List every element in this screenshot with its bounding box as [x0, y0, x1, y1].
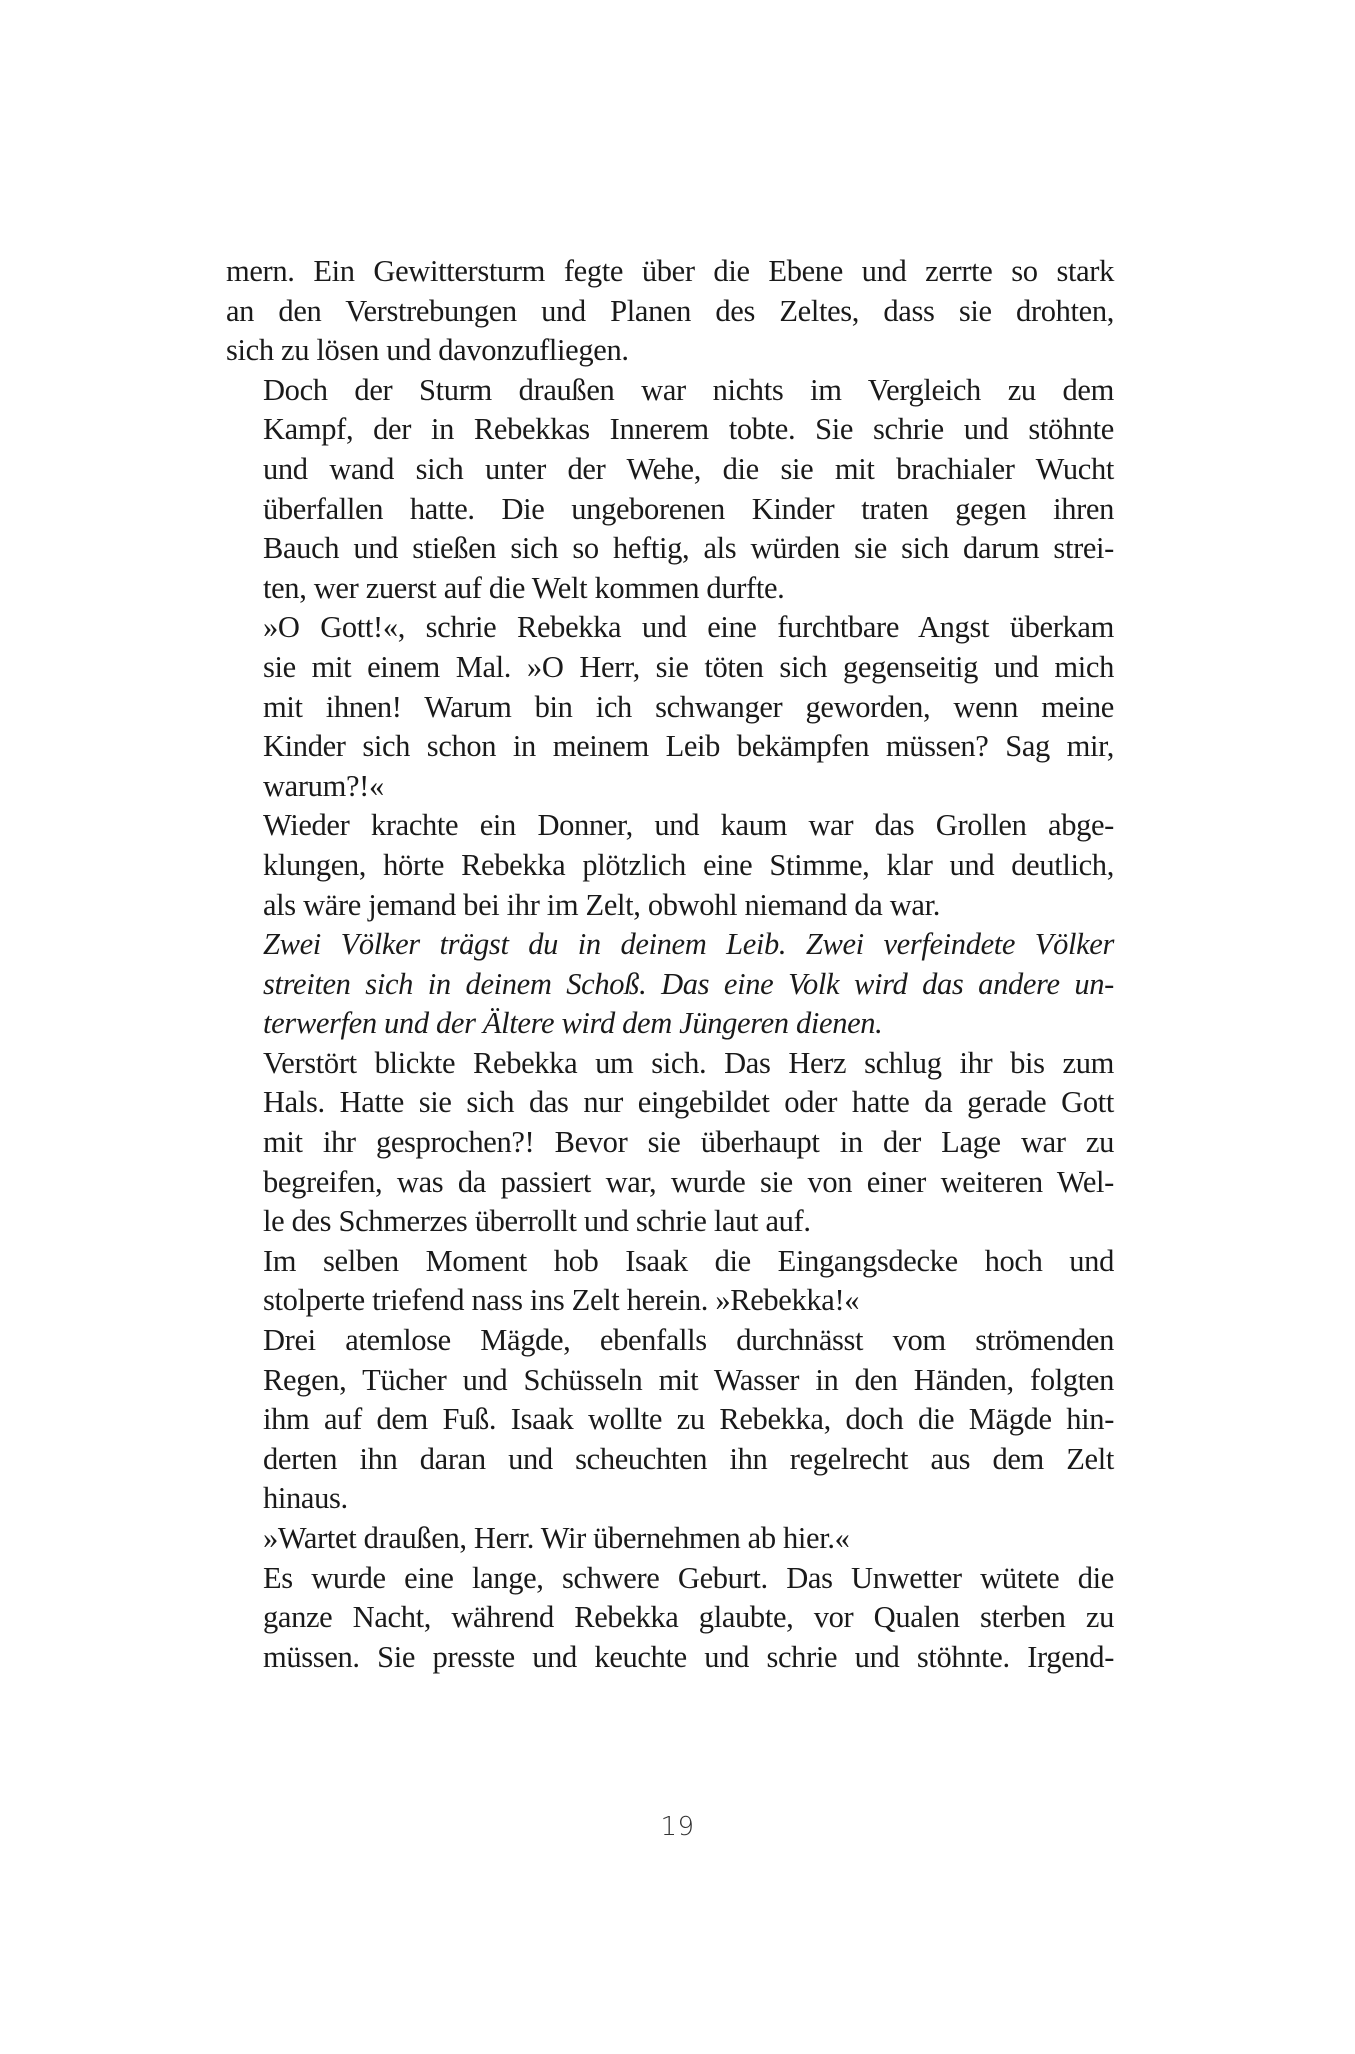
paragraph-10 — [226, 1559, 1114, 1678]
text-line: Drei atemlose Mägde, ebenfalls durchnässt vom strömenden — [263, 1323, 1114, 1358]
text-line: Verstört blickte Rebekka um sich. Das Herz schlug ihr bis zum — [263, 1045, 1114, 1080]
paragraph-9 — [226, 1519, 1114, 1559]
text-line: müssen. Sie presste und keuchte und schrie und stöhnte. Irgend- — [263, 1639, 1114, 1674]
text-line: Kampf, der in Rebekkas Innerem tobte. Sie schrie und stöhnte — [263, 412, 1114, 447]
text-line: Zwei Völker trägst du in deinem Leib. Zwei verfeindete Völker — [263, 927, 1114, 962]
paragraph-4 — [226, 806, 1114, 925]
paragraph-3 — [226, 608, 1114, 806]
text-line: ten, wer zuerst auf die Welt kommen durfte. — [263, 570, 785, 605]
paragraph-8 — [226, 1321, 1114, 1519]
text-line: Wieder krachte ein Donner, und kaum war das Grollen abge- — [263, 808, 1114, 843]
text-line: »Wartet draußen, Herr. Wir übernehmen ab hier.« — [263, 1521, 850, 1555]
text-line: stolperte triefend nass ins Zelt herein. »Rebekka!« — [263, 1283, 860, 1318]
page-number: 19 — [660, 1812, 695, 1842]
text-line: »O Gott!«, schrie Rebekka und eine furchtbare Angst überkam — [263, 610, 1114, 645]
text-line: Regen, Tücher und Schüsseln mit Wasser in den Händen, folgten — [263, 1362, 1114, 1397]
text-line: Kinder sich schon in meinem Leib bekämpfen müssen? Sag mir, — [263, 729, 1114, 764]
text-line: derten ihn daran und scheuchten ihn regelrecht aus dem Zelt — [263, 1441, 1114, 1476]
text-line: mit ihr gesprochen?! Bevor sie überhaupt in der Lage war zu — [263, 1125, 1114, 1160]
text-line: sich zu lösen und davonzufliegen. — [226, 333, 629, 368]
text-line: mit ihnen! Warum bin ich schwanger geworden, wenn meine — [263, 689, 1114, 724]
text-line: und wand sich unter der Wehe, die sie mit brachialer Wucht — [263, 451, 1114, 486]
paragraph-2 — [226, 371, 1114, 609]
text-line: als wäre jemand bei ihr im Zelt, obwohl niemand da war. — [263, 887, 940, 922]
text-line: an den Verstrebungen und Planen des Zeltes, dass sie drohten, — [226, 293, 1114, 328]
paragraph-7 — [226, 1242, 1114, 1321]
text-line: sie mit einem Mal. »O Herr, sie töten sich gegenseitig und mich — [263, 649, 1114, 684]
text-line: begreifen, was da passiert war, wurde sie von einer weiteren Wel- — [263, 1164, 1114, 1199]
text-line: terwerfen und der Ältere wird dem Jüngeren dienen. — [263, 1006, 883, 1041]
text-line: mern. Ein Gewittersturm fegte über die Ebene und zerrte so stark — [226, 254, 1114, 288]
text-line: streiten sich in deinem Schoß. Das eine Volk wird das andere un- — [263, 966, 1114, 1001]
text-line: warum?!« — [263, 768, 384, 803]
text-line: überfallen hatte. Die ungeborenen Kinder traten gegen ihren — [263, 491, 1114, 526]
text-line: klungen, hörte Rebekka plötzlich eine Stimme, klar und deutlich, — [263, 847, 1114, 882]
text-line: Im selben Moment hob Isaak die Eingangsdecke hoch und — [263, 1243, 1114, 1278]
text-line: ihm auf dem Fuß. Isaak wollte zu Rebekka, doch die Mägde hin- — [263, 1402, 1114, 1437]
text-line: Es wurde eine lange, schwere Geburt. Das Unwetter wütete die — [263, 1560, 1114, 1595]
paragraph-1 — [226, 252, 1114, 371]
paragraph-5-divine-voice — [226, 925, 1114, 1044]
text-line: hinaus. — [263, 1481, 348, 1516]
text-line: ganze Nacht, während Rebekka glaubte, vor Qualen sterben zu — [263, 1600, 1114, 1635]
text-line: Bauch und stießen sich so heftig, als würden sie sich darum strei- — [263, 531, 1114, 566]
text-line: Doch der Sturm draußen war nichts im Vergleich zu dem — [263, 372, 1114, 407]
paragraph-6 — [226, 1044, 1114, 1242]
text-line: le des Schmerzes überrollt und schrie laut auf. — [263, 1204, 811, 1239]
text-line: Hals. Hatte sie sich das nur eingebildet oder hatte da gerade Gott — [263, 1085, 1114, 1120]
book-page-body — [226, 252, 1114, 1677]
